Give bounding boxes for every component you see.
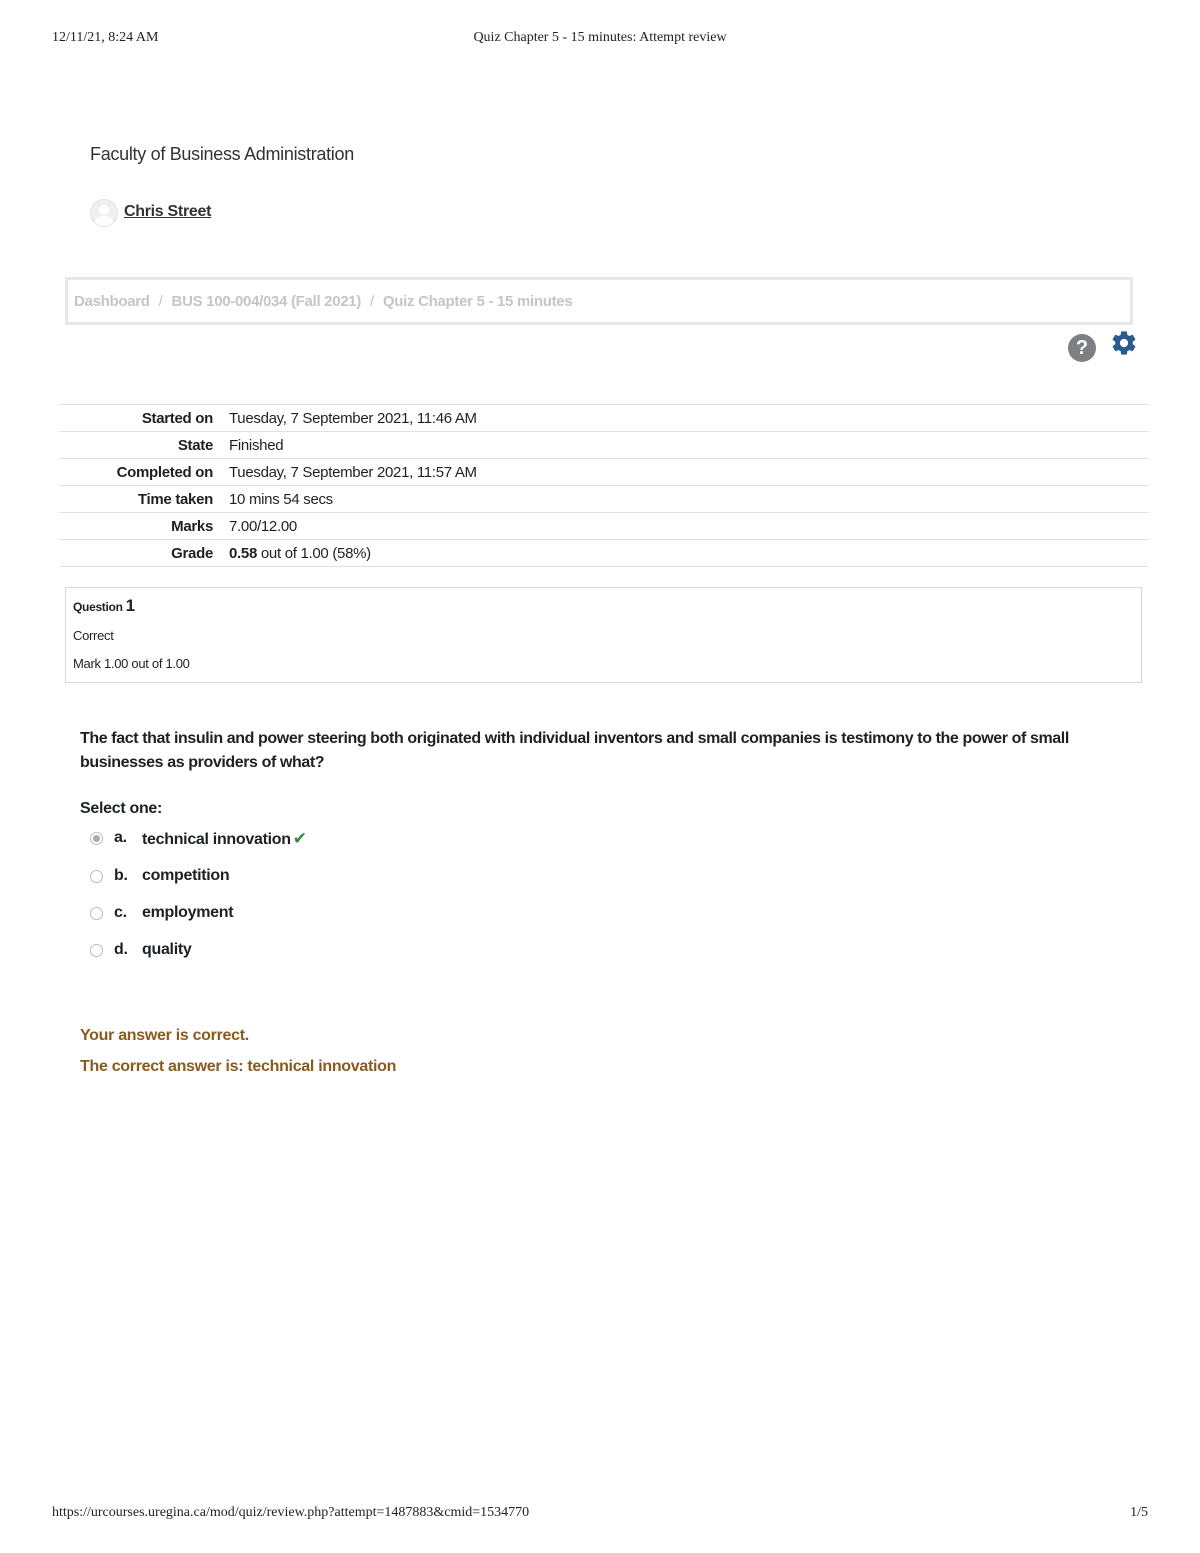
summary-value: Tuesday, 7 September 2021, 11:46 AM (229, 405, 1148, 432)
answer-radio[interactable] (90, 944, 103, 957)
summary-label: Grade (60, 540, 229, 567)
feedback-right-answer: The correct answer is: technical innovation (80, 1058, 397, 1075)
summary-row-completed (60, 459, 1148, 486)
answer-text: competition (142, 867, 230, 884)
feedback-correct: Your answer is correct. (80, 1027, 249, 1044)
summary-value: Tuesday, 7 September 2021, 11:57 AM (229, 459, 1148, 486)
summary-label: Completed on (60, 459, 229, 486)
breadcrumb-item-quiz[interactable]: Quiz Chapter 5 - 15 minutes (382, 293, 573, 310)
summary-row-state (60, 432, 1148, 459)
summary-label: State (60, 432, 229, 459)
breadcrumb-container (65, 277, 1133, 325)
question-state: Correct (73, 628, 114, 643)
breadcrumb-item-dashboard[interactable]: Dashboard (74, 293, 150, 310)
answer-radio[interactable] (90, 907, 103, 920)
grade-rest: out of 1.00 (58%) (260, 544, 371, 562)
print-url: https://urcourses.uregina.ca/mod/quiz/review.php?attempt=1487883&cmid=1534770 (52, 1505, 530, 1520)
avatar[interactable] (90, 199, 118, 227)
summary-value: 7.00/12.00 (229, 513, 1148, 540)
print-footer (52, 1505, 1148, 1525)
summary-label: Time taken (60, 486, 229, 513)
breadcrumb-separator: / (370, 293, 374, 310)
question-circle-icon[interactable]: ? (1068, 334, 1096, 362)
answer-letter: b. (114, 867, 128, 884)
question-label: Question (73, 600, 123, 614)
check-icon: ✔ (292, 829, 307, 848)
gear-icon[interactable] (1110, 329, 1138, 357)
answer-text: quality (142, 941, 192, 958)
question-text: The fact that insulin and power steering both originated with individual inventors and small companies is testimony to the power of small businesses as providers of what? (80, 730, 1069, 771)
answer-radio[interactable] (90, 832, 103, 845)
breadcrumb (74, 293, 572, 310)
answer-letter: d. (114, 941, 128, 958)
print-page-number: 1/5 (1130, 1505, 1148, 1520)
question-mark: Mark 1.00 out of 1.00 (73, 656, 190, 671)
question-number (73, 596, 135, 616)
print-header (52, 30, 1148, 50)
summary-value: 10 mins 54 secs (229, 486, 1148, 513)
summary-row-grade (60, 540, 1148, 567)
answer-text-value: technical innovation (142, 831, 291, 848)
answer-radio[interactable] (90, 870, 103, 883)
print-page-title: Quiz Chapter 5 - 15 minutes: Attempt review (473, 30, 727, 45)
summary-value: Finished (229, 432, 1148, 459)
grade-value: 0.58 (229, 544, 257, 562)
answer-prompt: Select one: (80, 800, 163, 817)
summary-row-time-taken (60, 486, 1148, 513)
answer-letter: c. (114, 904, 127, 921)
site-name[interactable]: Faculty of Business Administration (90, 144, 354, 164)
answer-letter: a. (114, 829, 127, 846)
question-info-box (65, 587, 1142, 683)
answer-text (142, 829, 307, 849)
print-datetime: 12/11/21, 8:24 AM (52, 30, 159, 45)
summary-value (229, 540, 1148, 567)
attempt-summary-table (60, 404, 1148, 567)
summary-label: Started on (60, 405, 229, 432)
breadcrumb-item-course[interactable]: BUS 100-004/034 (Fall 2021) (171, 293, 362, 310)
answer-text: employment (142, 904, 234, 921)
breadcrumb-separator: / (158, 293, 163, 310)
question-number-value: 1 (125, 596, 135, 615)
summary-row-marks (60, 513, 1148, 540)
summary-label: Marks (60, 513, 229, 540)
user-name-link[interactable]: Chris Street (124, 203, 212, 220)
summary-row-started (60, 405, 1148, 432)
